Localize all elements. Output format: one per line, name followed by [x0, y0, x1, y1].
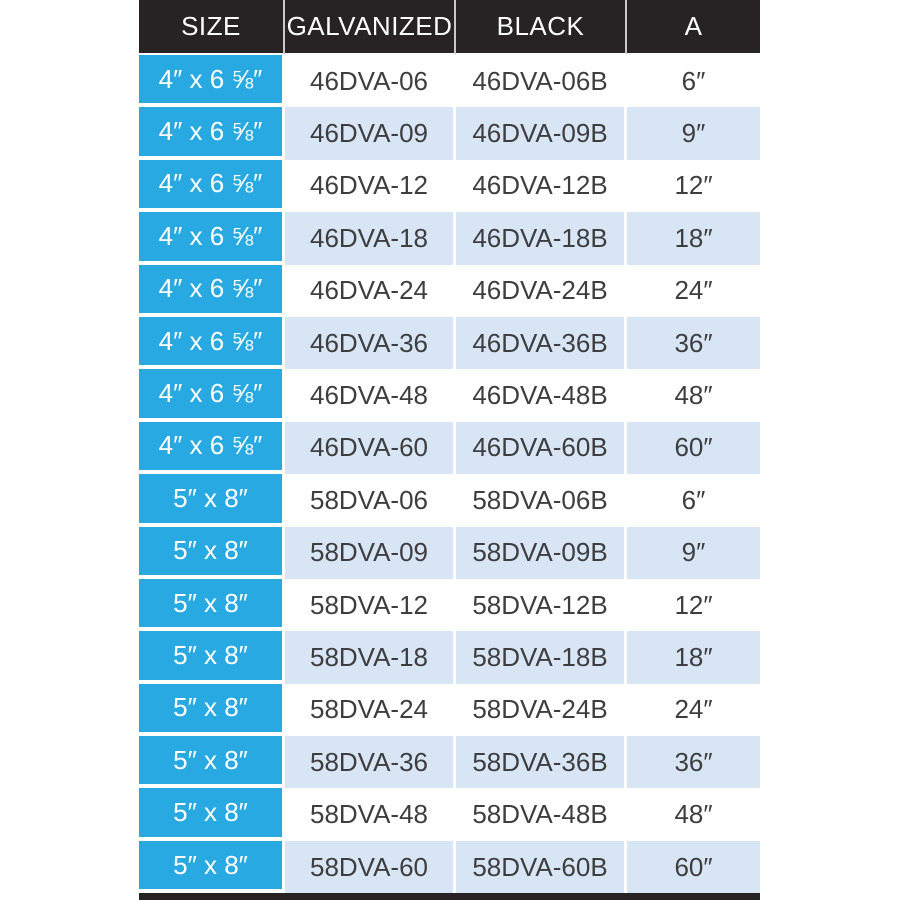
- a-cell: 60″: [627, 841, 760, 893]
- table-row: [139, 422, 760, 474]
- black-cell: 46DVA-60B: [456, 422, 627, 474]
- a-cell: 9″: [627, 527, 760, 579]
- galvanized-cell: 46DVA-60: [285, 422, 456, 474]
- table-row: [139, 579, 760, 631]
- galvanized-cell: 46DVA-48: [285, 369, 456, 421]
- black-cell: 58DVA-06B: [456, 474, 627, 526]
- a-cell: 18″: [627, 631, 760, 683]
- table-row: [139, 527, 760, 579]
- table-row: [139, 736, 760, 788]
- col-header-size: SIZE: [139, 0, 285, 55]
- black-cell: 58DVA-18B: [456, 631, 627, 683]
- table-row: [139, 212, 760, 264]
- size-cell: 4″ x 6 ⅝″: [139, 107, 285, 159]
- table-row: [139, 684, 760, 736]
- a-cell: 6″: [627, 55, 760, 107]
- galvanized-cell: 46DVA-12: [285, 160, 456, 212]
- size-cell: 4″ x 6 ⅝″: [139, 265, 285, 317]
- black-cell: 58DVA-09B: [456, 527, 627, 579]
- galvanized-cell: 58DVA-12: [285, 579, 456, 631]
- black-cell: 46DVA-36B: [456, 317, 627, 369]
- table-row: [139, 841, 760, 893]
- black-cell: 46DVA-09B: [456, 107, 627, 159]
- black-cell: 58DVA-36B: [456, 736, 627, 788]
- table-row: [139, 317, 760, 369]
- galvanized-cell: 46DVA-24: [285, 265, 456, 317]
- galvanized-cell: 58DVA-09: [285, 527, 456, 579]
- size-cell: 5″ x 8″: [139, 788, 285, 840]
- col-header-a: A: [627, 0, 760, 55]
- size-cell: 4″ x 6 ⅝″: [139, 369, 285, 421]
- a-cell: 36″: [627, 736, 760, 788]
- black-cell: 46DVA-48B: [456, 369, 627, 421]
- size-cell: 5″ x 8″: [139, 736, 285, 788]
- table-row: [139, 160, 760, 212]
- a-cell: 60″: [627, 422, 760, 474]
- black-cell: 46DVA-24B: [456, 265, 627, 317]
- col-header-black: BLACK: [456, 0, 627, 55]
- header-row: [139, 0, 760, 55]
- a-cell: 12″: [627, 160, 760, 212]
- size-cell: 4″ x 6 ⅝″: [139, 422, 285, 474]
- size-cell: 5″ x 8″: [139, 841, 285, 893]
- col-header-galvanized: GALVANIZED: [285, 0, 456, 55]
- a-cell: 9″: [627, 107, 760, 159]
- black-cell: 58DVA-12B: [456, 579, 627, 631]
- black-cell: 46DVA-06B: [456, 55, 627, 107]
- table-row: [139, 631, 760, 683]
- size-cell: 5″ x 8″: [139, 631, 285, 683]
- black-cell: 58DVA-24B: [456, 684, 627, 736]
- table-row: [139, 55, 760, 107]
- black-cell: 46DVA-12B: [456, 160, 627, 212]
- galvanized-cell: 58DVA-18: [285, 631, 456, 683]
- galvanized-cell: 46DVA-18: [285, 212, 456, 264]
- galvanized-cell: 58DVA-06: [285, 474, 456, 526]
- a-cell: 48″: [627, 788, 760, 840]
- size-cell: 4″ x 6 ⅝″: [139, 212, 285, 264]
- footer-bar: [139, 893, 760, 900]
- size-cell: 4″ x 6 ⅝″: [139, 160, 285, 212]
- size-cell: 5″ x 8″: [139, 684, 285, 736]
- black-cell: 46DVA-18B: [456, 212, 627, 264]
- galvanized-cell: 58DVA-48: [285, 788, 456, 840]
- size-cell: 5″ x 8″: [139, 527, 285, 579]
- galvanized-cell: 46DVA-06: [285, 55, 456, 107]
- vent-pipe-spec-table: [139, 0, 760, 893]
- a-cell: 18″: [627, 212, 760, 264]
- a-cell: 36″: [627, 317, 760, 369]
- a-cell: 24″: [627, 265, 760, 317]
- galvanized-cell: 58DVA-24: [285, 684, 456, 736]
- table-row: [139, 369, 760, 421]
- galvanized-cell: 58DVA-36: [285, 736, 456, 788]
- size-cell: 4″ x 6 ⅝″: [139, 317, 285, 369]
- a-cell: 24″: [627, 684, 760, 736]
- table-row: [139, 474, 760, 526]
- table-row: [139, 265, 760, 317]
- size-cell: 5″ x 8″: [139, 579, 285, 631]
- table-row: [139, 107, 760, 159]
- black-cell: 58DVA-60B: [456, 841, 627, 893]
- a-cell: 12″: [627, 579, 760, 631]
- a-cell: 48″: [627, 369, 760, 421]
- black-cell: 58DVA-48B: [456, 788, 627, 840]
- table-row: [139, 788, 760, 840]
- a-cell: 6″: [627, 474, 760, 526]
- galvanized-cell: 58DVA-60: [285, 841, 456, 893]
- galvanized-cell: 46DVA-36: [285, 317, 456, 369]
- size-cell: 5″ x 8″: [139, 474, 285, 526]
- size-cell: 4″ x 6 ⅝″: [139, 55, 285, 107]
- galvanized-cell: 46DVA-09: [285, 107, 456, 159]
